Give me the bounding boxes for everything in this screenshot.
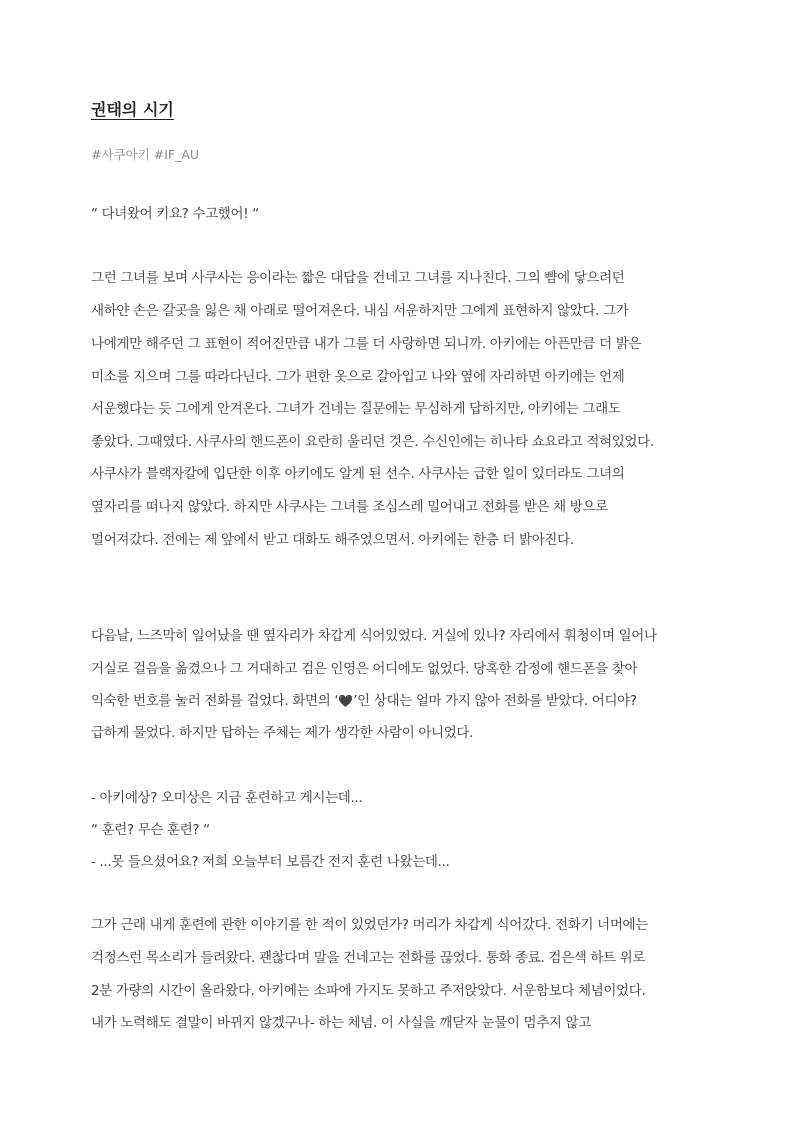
dialogue-line: - 아키에상? 오미상은 지금 훈련하고 게시는데... [91, 790, 363, 806]
paragraph-1-line: 새하얀 손은 갈곳을 잃은 채 아래로 떨어져온다. 내심 서운하지만 그에게 표현하지 않았다. 그가 [91, 303, 629, 319]
paragraph-3-line: 걱정스런 목소리가 들려왔다. 괜찮다며 말을 건네고는 전화를 끊었다. 통화 종료. 검은색 하트 위로 [91, 950, 646, 966]
paragraph-1-line: 서운했다는 듯 그에게 안겨온다. 그녀가 건네는 질문에는 무심하게 답하지만, 아키에는 그래도 [91, 401, 621, 417]
paragraph-2-line: 다음날, 느즈막히 일어났을 땐 옆자리가 차갑게 식어있었다. 거실에 있나? 자리에서 휘청이며 일어나 [91, 628, 657, 644]
paragraph-2-line [91, 691, 637, 711]
dialogue-line: - ...못 들으셨어요? 저희 오늘부터 보름간 전지 훈련 나왔는데... [91, 854, 450, 870]
paragraph-2-line: 급하게 물었다. 하지만 답하는 주체는 제가 생각한 사람이 아니었다. [91, 725, 474, 741]
document-title: 권태의 시기 [91, 100, 174, 119]
paragraph-1-line: 나에게만 해주던 그 표현이 적어진만큼 내가 그를 더 사랑하면 되니까. 아키에는 아픈만큼 더 밝은 [91, 336, 642, 352]
black-heart-icon: 🖤 [338, 694, 354, 708]
dialogue-line: “ 훈련? 무슨 훈련? “ [91, 822, 210, 838]
paragraph-1-line: 그런 그녀를 보며 사쿠사는 응이라는 짧은 대답을 건네고 그녀를 지나친다. 그의 뺨에 닿으려던 [91, 270, 625, 286]
hashtags: #사쿠아키 #IF_AU [91, 147, 200, 162]
paragraph-1-line: 멀어져갔다. 전에는 제 앞에서 받고 대화도 해주었으면서. 아키에는 한층 더 밝아진다. [91, 532, 574, 548]
paragraph-2-text: 익숙한 번호를 눌러 전화를 걸었다. 화면의 ‘ [91, 693, 339, 709]
paragraph-2-text: ’인 상대는 얼마 가지 않아 전화를 받았다. 어디야? [353, 693, 637, 709]
paragraph-3-line: 내가 노력해도 결말이 바뀌지 않겠구나- 하는 체념. 이 사실을 깨닫자 눈물이 멈추지 않고 [91, 1015, 591, 1031]
paragraph-1-line: 옆자리를 떠나지 않았다. 하지만 사쿠사는 그녀를 조심스레 밀어내고 전화를 받은 채 방으로 [91, 499, 608, 515]
dialogue-quote: “ 다녀왔어 키요? 수고했어! “ [91, 206, 259, 222]
paragraph-3-line: 2분 가량의 시간이 올라왔다. 아키에는 소파에 가지도 못하고 주저앉았다. 서운함보다 체념이었다. [91, 983, 646, 999]
paragraph-1-line: 미소를 지으며 그를 따라다닌다. 그가 편한 옷으로 갈아입고 나와 옆에 자리하면 아키에는 언제 [91, 369, 625, 385]
paragraph-1-line: 좋았다. 그때였다. 사쿠사의 핸드폰이 요란히 울리던 것은. 수신인에는 히나타 쇼요라고 적혀있었다. [91, 434, 654, 450]
paragraph-2-line: 거실로 걸음을 옮겼으나 그 거대하고 검은 인영은 어디에도 없었다. 당혹한 감정에 핸드폰을 찾아 [91, 661, 638, 677]
paragraph-1-line: 사쿠사가 블랙자칼에 입단한 이후 아키에도 알게 된 선수. 사쿠사는 급한 일이 있더라도 그녀의 [91, 466, 625, 482]
paragraph-3-line: 그가 근래 내게 훈련에 관한 이야기를 한 적이 있었던가? 머리가 차갑게 식어갔다. 전화기 너머에는 [91, 917, 648, 933]
